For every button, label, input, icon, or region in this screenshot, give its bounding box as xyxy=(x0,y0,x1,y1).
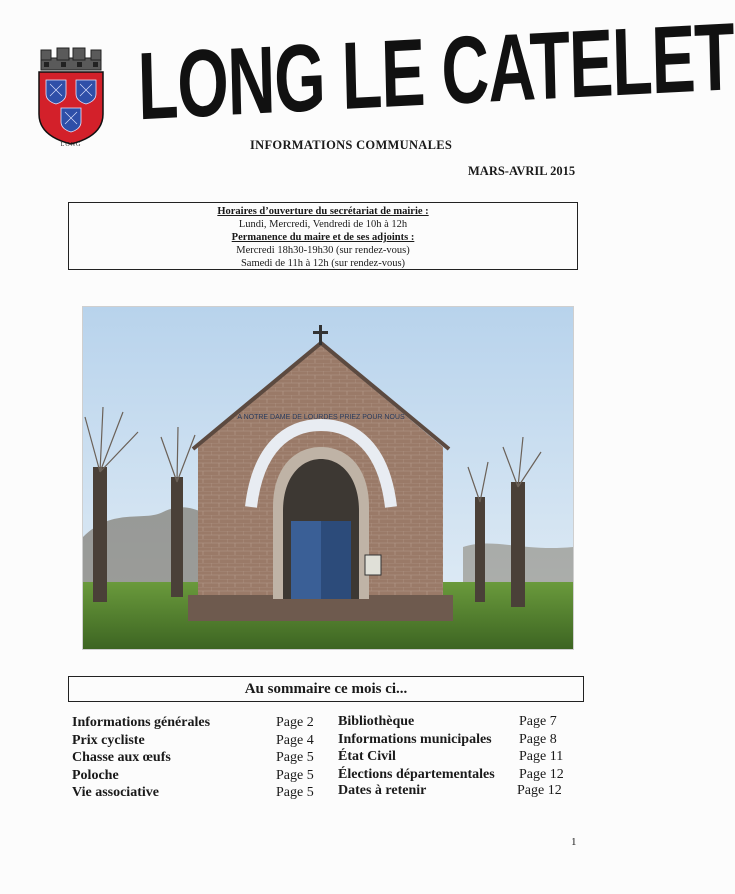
toc-item-poloche[interactable] xyxy=(72,767,119,784)
toc-page: Page 11 xyxy=(519,749,564,764)
hours-line-saturday: Samedi de 11h à 12h (sur rendez-vous) xyxy=(240,258,406,269)
toc-label: Informations générales xyxy=(72,715,211,730)
toc-label: État Civil xyxy=(338,749,396,764)
toc-page: Page 12 xyxy=(519,767,564,782)
toc-page: Page 5 xyxy=(276,750,314,765)
crest-caption: LONG xyxy=(60,142,82,148)
hours-line-secretariat: Lundi, Mercredi, Vendredi de 10h à 12h xyxy=(238,219,408,230)
toc-label: Prix cycliste xyxy=(72,733,145,748)
chapel-illustration xyxy=(83,307,573,649)
toc-item-chasse-aux-oeufs[interactable] xyxy=(72,749,171,766)
newsletter-subtitle: INFORMATIONS COMMUNALES xyxy=(250,138,453,152)
issue-date: MARS-AVRIL 2015 xyxy=(468,164,576,178)
hours-line-wednesday: Mercredi 18h30-19h30 (sur rendez-vous) xyxy=(236,245,410,256)
toc-item-informations-generales[interactable] xyxy=(72,714,210,731)
toc-item-bibliotheque[interactable] xyxy=(338,713,414,730)
toc-item-elections-departementales[interactable] xyxy=(338,766,495,783)
toc-page: Page 7 xyxy=(519,714,557,729)
toc-page: Page 2 xyxy=(276,715,314,730)
toc-page: Page 5 xyxy=(276,785,314,800)
toc-label: Chasse aux œufs xyxy=(72,750,171,765)
toc-item-dates-a-retenir[interactable] xyxy=(338,782,426,799)
arch-inscription: A NOTRE DAME DE LOURDES PRIEZ POUR NOUS xyxy=(237,414,405,421)
chapel-photo xyxy=(82,306,574,650)
toc-label: Vie associative xyxy=(72,785,159,800)
town-crest-icon xyxy=(32,44,110,156)
page-number: 1 xyxy=(571,836,577,848)
toc-item-informations-municipales[interactable] xyxy=(338,731,492,748)
toc-label: Élections départementales xyxy=(338,767,495,782)
toc-label: Bibliothèque xyxy=(338,714,415,729)
toc-page: Page 12 xyxy=(517,783,562,798)
toc-item-vie-associative[interactable] xyxy=(72,784,159,801)
toc-page: Page 4 xyxy=(276,733,314,748)
toc-item-etat-civil[interactable] xyxy=(338,748,396,765)
toc-label: Poloche xyxy=(72,768,119,783)
opening-hours-box xyxy=(68,202,578,270)
toc-label: Dates à retenir xyxy=(338,783,427,798)
toc-label: Informations municipales xyxy=(338,732,492,747)
contents-heading: Au sommaire ce mois ci... xyxy=(68,676,584,702)
toc-page: Page 8 xyxy=(519,732,557,747)
toc-item-prix-cycliste[interactable] xyxy=(72,732,145,749)
hours-heading-permanence: Permanence du maire et de ses adjoints : xyxy=(231,232,415,243)
toc-page: Page 5 xyxy=(276,768,314,783)
newsletter-title: LONG LE CATELET xyxy=(136,2,735,140)
hours-heading-secretariat: Horaires d’ouverture du secrétariat de mairie : xyxy=(217,206,429,217)
